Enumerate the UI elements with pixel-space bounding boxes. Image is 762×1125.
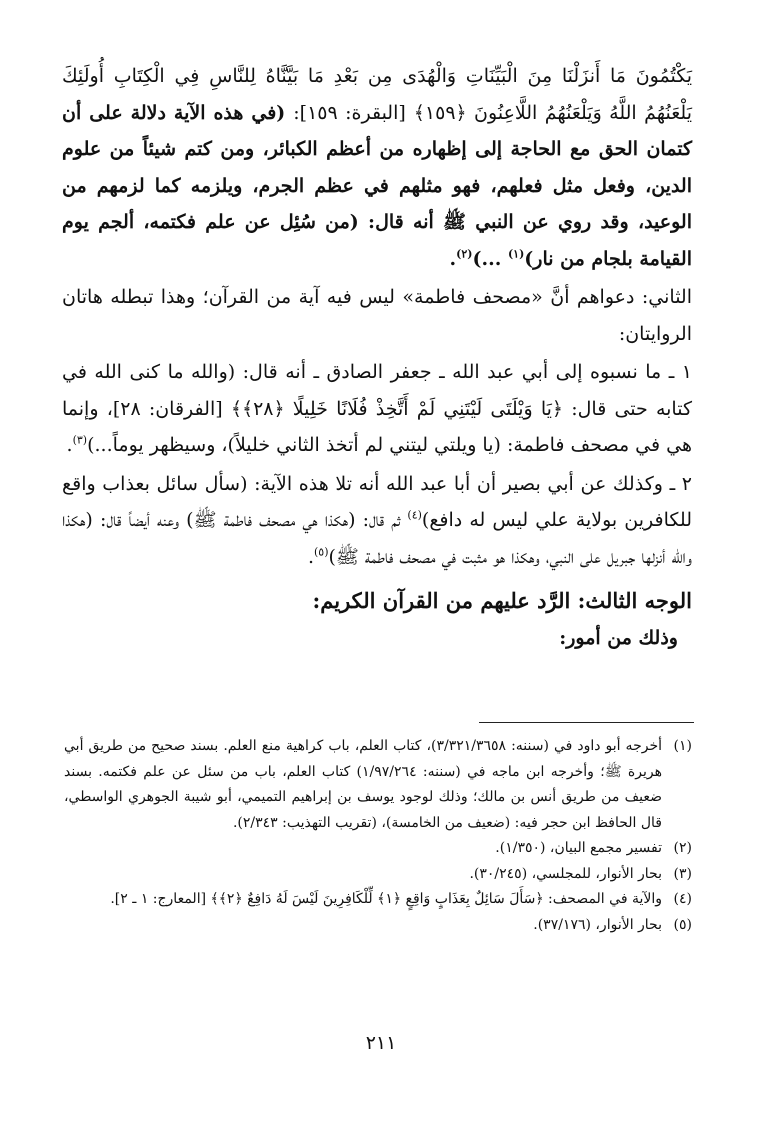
footnote-ref[interactable]: (٤) (407, 508, 422, 522)
footnote-text: بحار الأنوار، للمجلسي، (٣٠/٢٤٥). (469, 865, 662, 882)
quran-verse: يَكْتُمُونَ مَا أَنزَلْنَا مِنَ الْبَيِّنَاتِ وَالْهُدَى مِن بَعْدِ مَا بَيَّنَّاهُ لِلنَّاسِ فِي الْكِتَابِ أُولَئِكَ يَلْعَنُهُمُ اللَّهُ وَيَلْعَنُهُمُ اللَّاعِنُونَ ﴿١٥٩﴾ (62, 65, 692, 124)
narration-text: ٢ ـ وكذلك عن أبي بصير أن أبا عبد الله أنه تلا هذه الآية: (سأل سائل بعذاب واقع للكافرين بولاية علي ليس له دافع) (62, 472, 692, 531)
footnote-number: (١) (673, 738, 692, 754)
footnotes (64, 734, 692, 938)
footnote-text: والآية في المصحف: ﴿سَأَلَ سَائِلٌ بِعَذَابٍ وَاقِعٍ ﴿١﴾ لِّلْكَافِرِينَ لَيْسَ لَهُ دَافِعٌ ﴿٢﴾﴾ [المعارج: ١ ـ ٢]. (110, 891, 662, 907)
narration-text: ثم قال: (هكذا هي مصحف فاطمة ﷺ) وعنه أيضاً قال: (هكذا والله أنزلها جبريل على النبي، وهكذا هو مثبت في مصحف فاطمة ﷺ) (62, 509, 692, 568)
footnote (64, 862, 692, 888)
page-number: ٢١١ (365, 1032, 397, 1054)
paragraph-narration-1: ١ ـ ما نسبوه إلى أبي عبد الله ـ جعفر الصادق ـ أنه قال: (والله ما كنى الله في كتابه حتى قال: ﴿يَا وَيْلَتَى لَيْتَنِي لَمْ أَتَّخِذْ فُلَانًا خَلِيلًا ﴿٢٨﴾﴾ [الفرقان: ٢٨]، وإنما هي في مصحف فاطمة: (يا ويلتي ليتني لم أتخذ الثاني خليلاً)، وسيظهر يوماً...)$^{(٣)}$. (62, 361, 692, 456)
paragraph-verse-commentary: يَكْتُمُونَ مَا أَنزَلْنَا مِنَ الْبَيِّنَاتِ وَالْهُدَى مِن بَعْدِ مَا بَيَّنَّاهُ لِلنَّاسِ فِي الْكِتَابِ أُولَئِكَ يَلْعَنُهُمُ اللَّهُ وَيَلْعَنُهُمُ اللَّاعِنُونَ ﴿١٥٩﴾ [البقرة: ١٥٩]: (في هذه الآية دلالة على أن كتمان الحق مع الحاجة إلى إظهاره من أعظم الكبائر، ومن كتم شيئاً من علوم الدين، وفعل مثل فعلهم، فهو مثلهم في عظم الجرم، ويلزمه كما لزمهم من الوعيد، وقد روي عن النبي ﷺ أنه قال: (من سُئِل عن علم فكتمه، ألجم يوم القيامة بلجام من نار)$^{(١)}$ ...)$^{(٢)}$. (62, 65, 692, 270)
commentary-text: (في هذه الآية دلالة على أن كتمان الحق مع الحاجة إلى إظهاره من أعظم الكبائر، ومن كتم شيئاً من علوم الدين، وفعل مثل فعلهم، فهو مثلهم في عظم الجرم، ويلزمه كما لزمهم من الوعيد، وقد روي عن النبي ﷺ أنه قال: (من سُئِل عن علم فكتمه، ألجم يوم القيامة بلجام من نار) (62, 101, 692, 270)
paragraph-narration-2: ٢ ـ وكذلك عن أبي بصير أن أبا عبد الله أنه تلا هذه الآية: (سأل سائل بعذاب واقع للكافرين بولاية علي ليس له دافع)$^{(٤)}$ ثم قال: (هكذا هي مصحف فاطمة ﷺ) وعنه أيضاً قال: (هكذا والله أنزلها جبريل على النبي، وهكذا هو مثبت في مصحف فاطمة ﷺ)$^{(٥)}$. (62, 472, 692, 568)
footnote-text: بحار الأنوار، (٣٧/١٧٦). (533, 916, 662, 933)
footnote (64, 836, 692, 862)
section-heading: الوجه الثالث: الرَّد عليهم من القرآن الكريم: (312, 588, 692, 613)
footnote-text: أخرجه أبو داود في (سننه: ٣/٣٢١/٣٦٥٨)، كتاب العلم، باب كراهية منع العلم. بسند صحيح من طريق أبي هريرة ﷺ؛ وأخرجه ابن ماجه في (سننه: ١/٩٧/٢٦٤) كتاب العلم، باب من سئل عن علم فكتمه. بسند ضعيف من طريق أنس بن مالك؛ وذلك لوجود يوسف بن إبراهيم التميمي، أبو شيبة الجوهري الواسطي، قال الحافظ ابن حجر فيه: (ضعيف من الخامسة)، (تقريب التهذيب: ٢/٣٤٣). (64, 738, 663, 831)
footnote-text: تفسير مجمع البيان، (١/٣٥٠). (495, 840, 662, 856)
footnote (64, 734, 692, 836)
footnote-ref[interactable]: (٢) (456, 247, 473, 261)
footnote-ref[interactable]: (١) (507, 247, 525, 261)
footnote-number: (٥) (673, 916, 692, 933)
footnote-number: (٢) (673, 840, 692, 856)
footnote-number: (٣) (673, 865, 692, 882)
footnote-divider (479, 722, 694, 723)
commentary-tail: ...) (472, 247, 502, 270)
narration-text: ١ ـ ما نسبوه إلى أبي عبد الله ـ جعفر الصادق ـ أنه قال: (والله ما كنى الله في كتابه حتى قال: (62, 361, 692, 420)
footnote-ref[interactable]: (٣) (72, 433, 88, 447)
section-subheading: وذلك من أمور: (559, 627, 678, 649)
footnote-ref[interactable]: (٥) (314, 545, 329, 559)
narration-text: [الفرقان: ٢٨]، وإنما هي في مصحف فاطمة: (يا ويلتي ليتني لم أتخذ الثاني خليلاً)، وسيظهر يوماً...) (62, 397, 692, 456)
footnote (64, 913, 692, 939)
verse-reference: [البقرة: ١٥٩]: (293, 101, 406, 124)
footnote (64, 887, 692, 913)
quran-verse: ﴿يَا وَيْلَتَى لَيْتَنِي لَمْ أَتَّخِذْ فُلَانًا خَلِيلًا ﴿٢٨﴾﴾ (230, 397, 564, 420)
paragraph-second-claim: الثاني: دعواهم أنَّ «مصحف فاطمة» ليس فيه آية من القرآن؛ وهذا تبطله هاتان الروايتان: (62, 286, 692, 345)
footnote-number: (٤) (673, 891, 692, 907)
